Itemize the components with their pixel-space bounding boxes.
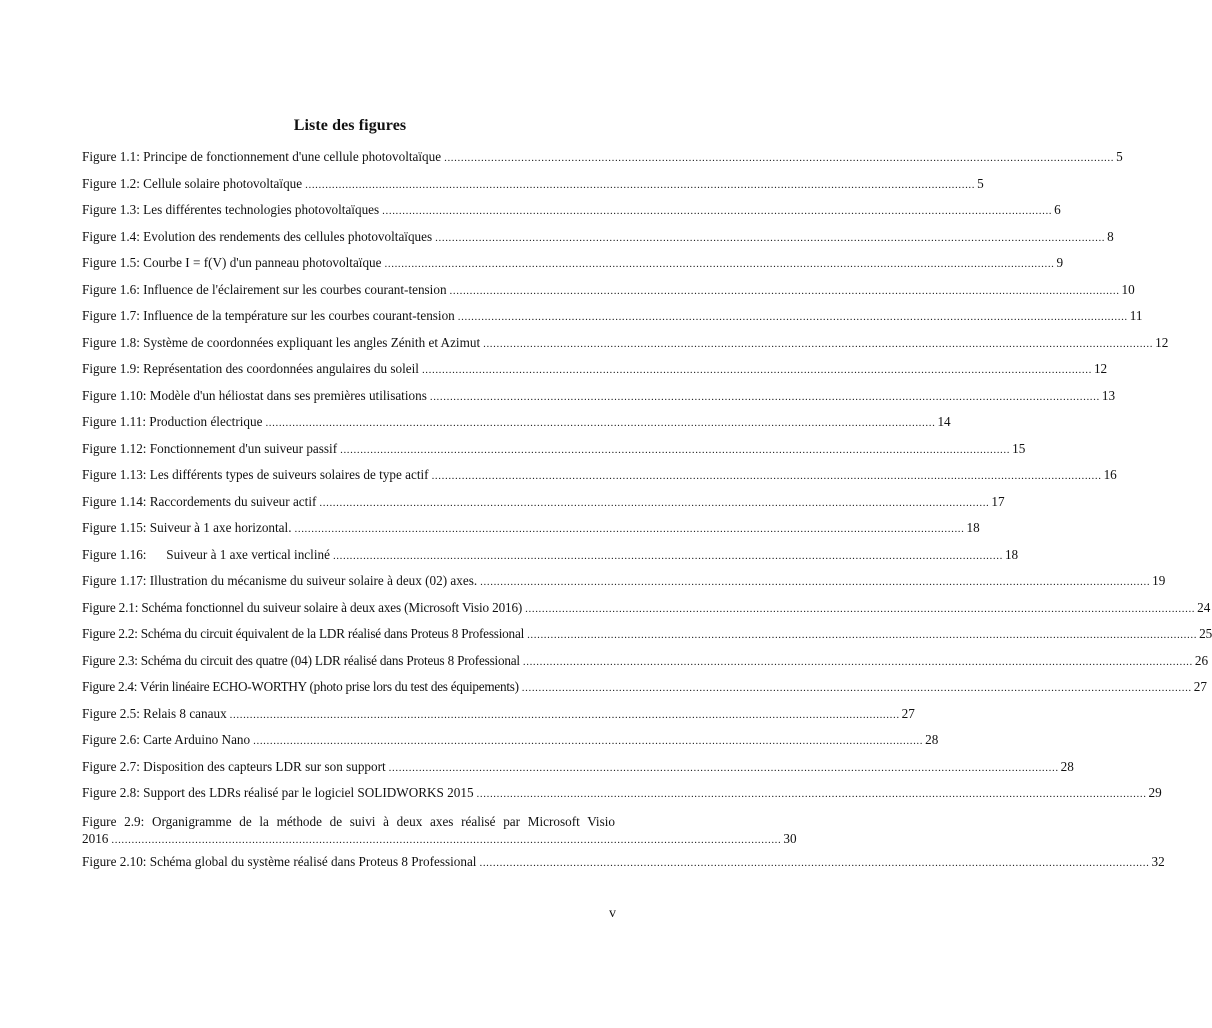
leader-dots: ........................................................................................................................................................................................................ <box>483 337 1154 350</box>
entry-label: Figure 1.16: Suiveur à 1 axe vertical incliné <box>82 546 330 562</box>
entry-label: Figure 2.4: Vérin linéaire ECHO-WORTHY (photo prise lors du test des équipements) <box>82 679 519 694</box>
entry-label: Figure 2.6: Carte Arduino Nano <box>82 732 251 747</box>
toc-entry[interactable] <box>82 228 1114 256</box>
entry-label: Figure 1.9: Représentation des coordonnées angulaires du soleil <box>82 361 419 376</box>
leader-dots: ........................................................................................................................................................................................................ <box>521 682 1192 694</box>
leader-dots: ........................................................................................................................................................................................................ <box>522 655 1193 668</box>
entry-label: Figure 1.2: Cellule solaire photovoltaïque <box>82 175 303 191</box>
entry-page: 32 <box>1151 853 1165 869</box>
entry-label: Figure 2.10: Schéma global du système réalisé dans Proteus 8 Professional <box>82 853 477 869</box>
entry-continuation <box>82 830 797 849</box>
leader-dots: ........................................................................................................................................................................................................ <box>388 761 1059 774</box>
leader-dots: ........................................................................................................................................................................................................ <box>319 496 990 509</box>
leader-dots: ........................................................................................................................................................................................................ <box>111 833 782 846</box>
entry-page: 16 <box>1103 467 1117 482</box>
entry-label-continued: 2016 <box>82 830 109 846</box>
entry-page: 6 <box>1054 202 1061 217</box>
toc-entry[interactable] <box>82 493 1005 521</box>
entry-label: Figure 1.7: Influence de la température sur les courbes courant-tension <box>82 308 455 323</box>
leader-dots: ........................................................................................................................................................................................................ <box>480 576 1151 588</box>
toc-entry[interactable] <box>82 679 1207 706</box>
entry-page: 29 <box>1148 785 1162 800</box>
entry-page: 27 <box>1193 679 1207 694</box>
entry-label: Figure 1.12: Fonctionnement d'un suiveur passif <box>82 440 338 456</box>
toc-entry[interactable] <box>82 281 1135 309</box>
entry-label: Figure 2.7: Disposition des capteurs LDR sur son support <box>82 758 386 774</box>
toc-entry[interactable] <box>82 387 1116 415</box>
entry-page: 11 <box>1129 308 1143 323</box>
leader-dots: ........................................................................................................................................................................................................ <box>479 856 1150 869</box>
page-number: v <box>609 906 616 921</box>
toc-entry[interactable] <box>82 546 1019 574</box>
entry-page: 14 <box>937 414 951 429</box>
toc-entry[interactable] <box>82 255 1064 282</box>
entry-page: 25 <box>1199 626 1212 641</box>
entry-page: 24 <box>1197 599 1211 615</box>
entry-page: 28 <box>1060 758 1074 774</box>
entry-label: Figure 2.2: Schéma du circuit équivalent de la LDR réalisé dans Proteus 8 Professional <box>82 626 525 641</box>
leader-dots: ........................................................................................................................................................................................................ <box>294 523 965 535</box>
toc-entry[interactable] <box>82 202 1061 229</box>
toc-entry[interactable] <box>82 853 1165 881</box>
entry-page: 8 <box>1107 228 1114 244</box>
toc-entry[interactable] <box>82 440 1026 468</box>
toc-entry[interactable] <box>82 732 939 759</box>
toc-entry[interactable] <box>82 599 1211 627</box>
entry-label: Figure 1.14: Raccordements du suiveur actif <box>82 493 317 509</box>
entry-page: 28 <box>925 732 939 747</box>
entry-label: Figure 1.8: Système de coordonnées expliquant les angles Zénith et Azimut <box>82 334 481 350</box>
leader-dots: ........................................................................................................................................................................................................ <box>305 178 976 191</box>
entry-label: Figure 2.5: Relais 8 canaux <box>82 705 227 721</box>
entry-page: 12 <box>1155 334 1169 350</box>
toc-entry[interactable] <box>82 520 980 547</box>
leader-dots: ........................................................................................................................................................................................................ <box>384 258 1055 270</box>
leader-dots: ........................................................................................................................................................................................................ <box>382 205 1053 217</box>
toc-entry[interactable] <box>82 308 1143 335</box>
entry-page: 12 <box>1093 361 1108 376</box>
entry-page: 10 <box>1121 281 1135 297</box>
entry-page: 9 <box>1056 255 1064 270</box>
leader-dots: ........................................................................................................................................................................................................ <box>340 443 1011 456</box>
entry-page: 18 <box>966 520 980 535</box>
leader-dots: ........................................................................................................................................................................................................ <box>332 549 1003 562</box>
leader-dots: ........................................................................................................................................................................................................ <box>449 284 1120 297</box>
entry-page: 18 <box>1004 546 1019 562</box>
page-title: Liste des figures <box>293 117 407 134</box>
leader-dots: ........................................................................................................................................................................................................ <box>444 152 1115 164</box>
list-of-figures <box>82 149 1212 880</box>
toc-entry[interactable] <box>82 149 1123 176</box>
toc-entry[interactable] <box>82 175 984 203</box>
entry-label: Figure 1.5: Courbe I = f(V) d'un panneau photovoltaïque <box>82 255 382 270</box>
entry-page: 15 <box>1012 440 1026 456</box>
entry-label: Figure 1.1: Principe de fonctionnement d'une cellule photovoltaïque <box>82 149 442 164</box>
entry-page: 27 <box>901 705 915 721</box>
entry-page: 19 <box>1152 573 1166 588</box>
entry-label: Figure 1.10: Modèle d'un héliostat dans ses premières utilisations <box>82 387 427 403</box>
entry-label: Figure 2.9: Organigramme de la méthode de suivi à deux axes réalisé par Microsoft Visio <box>82 813 615 829</box>
toc-entry[interactable] <box>82 626 1212 653</box>
leader-dots: ........................................................................................................................................................................................................ <box>229 708 900 721</box>
toc-entry[interactable] <box>82 414 951 441</box>
toc-entry[interactable] <box>82 573 1166 600</box>
toc-entry[interactable] <box>82 467 1117 494</box>
entry-label: Figure 1.6: Influence de l'éclairement sur les courbes courant-tension <box>82 281 447 297</box>
leader-dots: ........................................................................................................................................................................................................ <box>527 629 1198 641</box>
entry-label: Figure 1.3: Les différentes technologies photovoltaïques <box>82 202 380 217</box>
leader-dots: ........................................................................................................................................................................................................ <box>435 231 1106 244</box>
toc-entry[interactable] <box>82 812 797 854</box>
toc-entry[interactable] <box>82 758 1074 786</box>
entry-page: 13 <box>1101 387 1116 403</box>
leader-dots: ........................................................................................................................................................................................................ <box>421 364 1092 376</box>
entry-label: Figure 1.11: Production électrique <box>82 414 263 429</box>
leader-dots: ........................................................................................................................................................................................................ <box>476 788 1147 800</box>
leader-dots: ........................................................................................................................................................................................................ <box>431 470 1102 482</box>
leader-dots: ........................................................................................................................................................................................................ <box>525 602 1196 615</box>
toc-entry[interactable] <box>82 652 1209 680</box>
toc-entry[interactable] <box>82 785 1162 812</box>
leader-dots: ........................................................................................................................................................................................................ <box>265 417 936 429</box>
entry-label: Figure 1.17: Illustration du mécanisme du suiveur solaire à deux (02) axes. <box>82 573 478 588</box>
entry-page: 5 <box>1116 149 1123 164</box>
toc-entry[interactable] <box>82 705 915 733</box>
leader-dots: ........................................................................................................................................................................................................ <box>253 735 924 747</box>
leader-dots: ........................................................................................................................................................................................................ <box>457 311 1128 323</box>
toc-entry[interactable] <box>82 361 1108 388</box>
entry-label: Figure 1.13: Les différents types de suiveurs solaires de type actif <box>82 467 429 482</box>
entry-page: 5 <box>977 175 984 191</box>
leader-dots: ........................................................................................................................................................................................................ <box>429 390 1100 403</box>
entry-page: 30 <box>783 830 797 846</box>
entry-label: Figure 2.8: Support des LDRs réalisé par le logiciel SOLIDWORKS 2015 <box>82 785 474 800</box>
toc-entry[interactable] <box>82 334 1169 362</box>
entry-label: Figure 2.3: Schéma du circuit des quatre (04) LDR réalisé dans Proteus 8 Professional <box>82 652 520 668</box>
entry-label: Figure 1.4: Evolution des rendements des cellules photovoltaïques <box>82 228 433 244</box>
entry-label: Figure 2.1: Schéma fonctionnel du suiveur solaire à deux axes (Microsoft Visio 2016) <box>82 599 523 615</box>
entry-label: Figure 1.15: Suiveur à 1 axe horizontal. <box>82 520 292 535</box>
entry-page: 17 <box>991 493 1005 509</box>
entry-page: 26 <box>1194 652 1209 668</box>
